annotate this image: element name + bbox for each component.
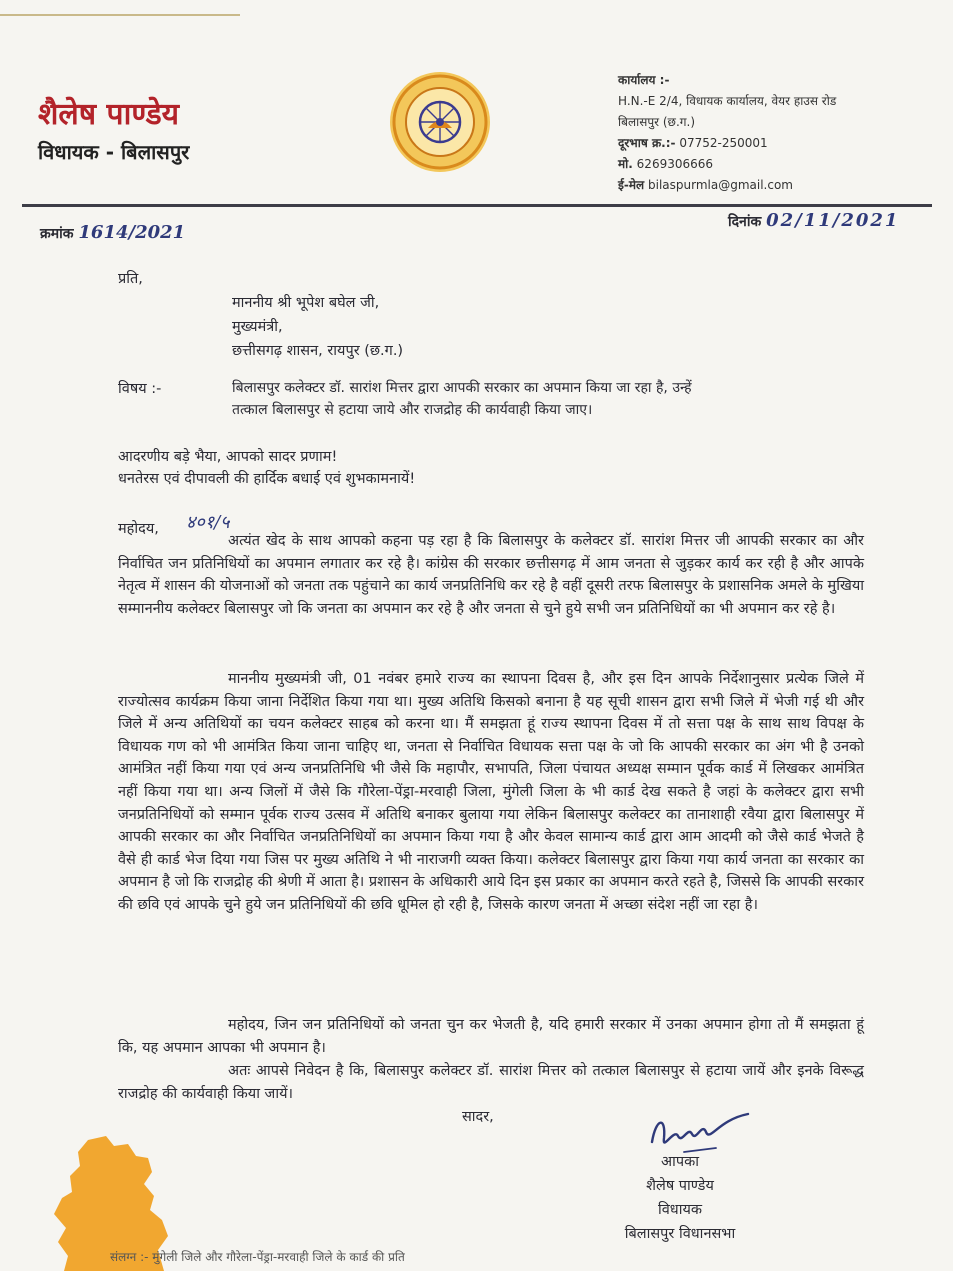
footer-enclosure-note: संलग्न :- मुंगेली जिले और गौरेला-पेंड्रा-मरवाही जिले के कार्ड की प्रति bbox=[110, 1250, 405, 1264]
office-address-line2: बिलासपुर (छ.ग.) bbox=[618, 115, 696, 129]
greeting-line1: आदरणीय बड़े भैया, आपको सादर प्रणाम! bbox=[118, 449, 338, 465]
signature-line3: विधायक bbox=[657, 1202, 703, 1218]
greeting-line2: धनतेरस एवं दीपावली की हार्दिक बधाई एवं शुभकामनायें! bbox=[118, 471, 416, 487]
office-address-line1: H.N.-E 2/4, विधायक कार्यालय, वेयर हाउस रोड bbox=[618, 94, 837, 108]
body-paragraph-3 bbox=[118, 1014, 864, 1059]
body-paragraph-4-text: अतः आपसे निवेदन है कि, बिलासपुर कलेक्टर डॉ. सारांश मित्तर को तत्काल बिलासपुर से हटाया जायें और इनके विरूद्ध राजद्रोह की कार्यवाही किया जायें। bbox=[118, 1063, 864, 1102]
email-label: ई-मेल bbox=[618, 178, 645, 192]
signature-line1: आपका bbox=[661, 1154, 699, 1170]
mla-designation: विधायक - बिलासपुर bbox=[38, 140, 190, 164]
reference-label: क्रमांक bbox=[40, 226, 74, 242]
inward-handwritten-mark: ४०१/५ bbox=[186, 512, 230, 533]
phone-label: दूरभाष क्र.:- bbox=[618, 136, 676, 150]
recipient-line2: मुख्यमंत्री, bbox=[232, 319, 283, 335]
closing: सादर, bbox=[462, 1109, 494, 1125]
recipient-line3: छत्तीसगढ़ शासन, रायपुर (छ.ग.) bbox=[232, 343, 404, 359]
body-paragraph-4 bbox=[118, 1060, 864, 1105]
phone-number: 07752-250001 bbox=[679, 136, 768, 150]
date-value: 02/11/2021 bbox=[766, 210, 900, 231]
subject-line1: बिलासपुर कलेक्टर डॉ. सारांश मित्तर द्वारा आपकी सरकार का अपमान किया जा रहा है, उन्हें bbox=[232, 380, 692, 396]
mobile-label: मो. bbox=[618, 157, 633, 171]
subject-label: विषय :- bbox=[118, 381, 162, 397]
body-paragraph-3-text: महोदय, जिन जन प्रतिनिधियों को जनता चुन कर भेजती है, यदि हमारी सरकार में उनका अपमान होगा तो मैं समझता हूं कि, यह अपमान आपका भी अपमान है। bbox=[118, 1017, 864, 1056]
salutation: महोदय, bbox=[118, 521, 159, 537]
signature-line2: शैलेष पाण्डेय bbox=[646, 1178, 714, 1194]
body-paragraph-2 bbox=[118, 668, 864, 917]
letterhead-divider bbox=[22, 204, 932, 207]
mobile-number: 6269306666 bbox=[636, 157, 714, 171]
subject-line2: तत्काल बिलासपुर से हटाया जाये और राजद्रोह की कार्यवाही किया जाए। bbox=[232, 402, 593, 418]
email-address: bilaspurmla@gmail.com bbox=[648, 178, 793, 192]
office-mobile-row bbox=[618, 154, 836, 175]
body-paragraph-2-text: माननीय मुख्यमंत्री जी, 01 नवंबर हमारे राज्य का स्थापना दिवस है, और इस दिन आपके निर्देशानुसार प्रत्येक जिले में राज्योत्सव कार्यक्रम किया जाना निर्देशित किया गया था। मुख्य अतिथि किसको बनाना है यह सूची शासन द्वारा सभी जिले में भेजी गई थी और जिले में अन्य अतिथियों का चयन कलेक्टर साहब को करना था। मैं समझता हूं राज्य स्थापना दिवस में तो सत्ता पक्ष के साथ साथ विपक्ष के विधायक गण को भी आमंत्रित किया जाना चाहिए था, जनता से निर्वाचित विधायक सत्ता पक्ष के जो कि आपकी सरकार का अंग भी है उनको आमंत्रित नहीं किया गया एवं अन्य जनप्रतिनिधि भी जैसे कि महापौर, सभापति, जिला पंचायत अध्यक्ष सम्मान पूर्वक कार्ड में लिखकर आमंत्रित नहीं किया गया था। अन्य जिलों में जैसे कि गौरेला-पेंड्रा-मरवाही जिला, मुंगेली जिला के भी कार्ड देख सकते है जहां के कलेक्टर द्वारा सभी जनप्रतिनिधियों को सम्मान पूर्वक राज्य उत्सव में अतिथि बनाकर बुलाया गया लेकिन बिलासपुर कलेक्टर का तानाशाही रवैया द्वारा बिलासपुर में आपकी सरकार का और निर्वाचित जनप्रतिनिधियों का अपमान किया गया है और केवल सामान्य कार्ड द्वारा आम आदमी को जैसे कार्ड भेजते है वैसे ही कार्ड भेज दिया गया जिस पर मुख्य अतिथि ने भी नाराजगी व्यक्त किया। कलेक्टर बिलासपुर द्वारा किया गया कार्य जनता का सरकार का अपमान है जो कि राजद्रोह की श्रेणी में आता है। प्रशासन के अधिकारी आये दिन इस प्रकार का अपमान करते रहते है, जिससे कि आपकी सरकार की छवि एवं आपके चुने हुये जन प्रतिनिधियों की छवि धूमिल हो रही है, जिसके कारण जनता में अच्छा संदेश नहीं जा रहा है। bbox=[118, 671, 864, 913]
office-email-row bbox=[618, 175, 836, 196]
signature-block bbox=[590, 1150, 770, 1246]
date-label: दिनांक bbox=[728, 214, 762, 230]
reference-value: 1614/2021 bbox=[78, 222, 186, 243]
to-label: प्रति, bbox=[118, 271, 143, 287]
letter-date bbox=[728, 210, 899, 231]
office-phone-row bbox=[618, 133, 836, 154]
assembly-seal-icon bbox=[388, 70, 492, 174]
office-address-block bbox=[618, 70, 836, 196]
body-paragraph-1-text: अत्यंत खेद के साथ आपको कहना पड़ रहा है कि बिलासपुर के कलेक्टर डॉ. सारांश मित्तर जी आपकी सरकार का और निर्वाचित जन प्रतिनिधियों का अपमान लगातार कर रहे है। कांग्रेस की सरकार छत्तीसगढ़ में आम जनता से जुड़कर कार्य कर रही है और आपके नेतृत्व में शासन की योजनाओं को जनता तक पहुंचाने का कार्य जनप्रतिनिधि कर रहे है वहीं दूसरी तरफ बिलासपुर के प्रशासनिक अमले के मुखिया सम्माननीय कलेक्टर बिलासपुर जो कि जनता का अपमान कर रहे है और जनता से चुने हुये सभी जन प्रतिनिधियों का भी अपमान कर रहे है। bbox=[118, 533, 864, 617]
reference-number bbox=[40, 222, 185, 243]
top-rule bbox=[0, 14, 240, 16]
mla-name: शैलेष पाण्डेय bbox=[38, 97, 180, 132]
office-label: कार्यालय :- bbox=[618, 73, 670, 87]
signature-line4: बिलासपुर विधानसभा bbox=[624, 1226, 736, 1242]
recipient-line1: माननीय श्री भूपेश बघेल जी, bbox=[232, 295, 380, 311]
body-paragraph-1 bbox=[118, 530, 864, 620]
